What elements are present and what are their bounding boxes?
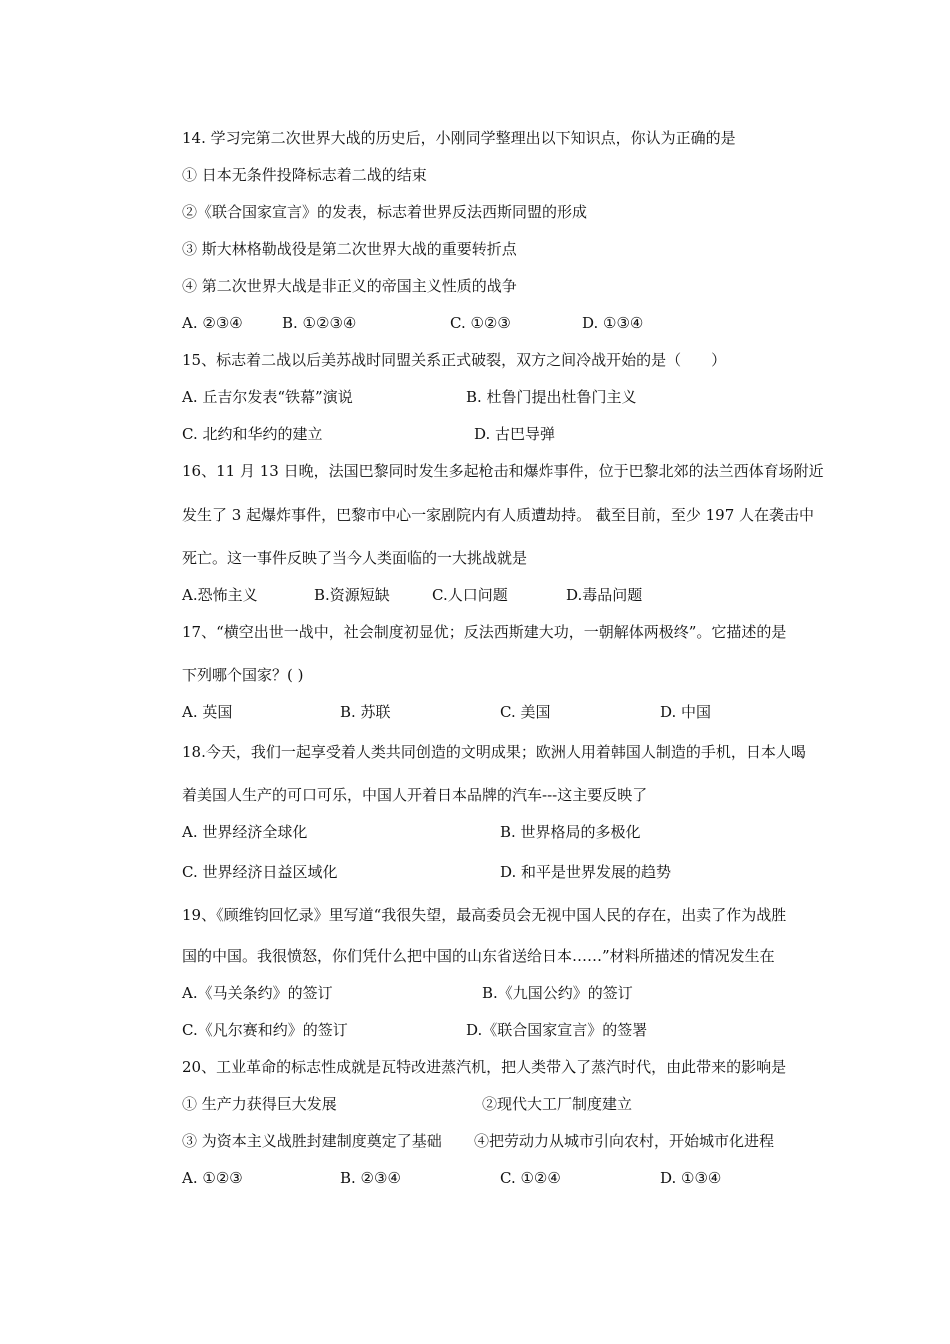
question-15-option-b: B. 杜鲁门提出杜鲁门主义 (466, 388, 637, 406)
question-18-options-row-2 (182, 862, 902, 882)
question-20-stem: 20、工业革命的标志性成就是瓦特改进蒸汽机，把人类带入了蒸汽时代，由此带来的影响是 (182, 1058, 787, 1076)
question-19-stem-line-1: 19、《顾维钧回忆录》里写道“我很失望，最高委员会无视中国人民的存在，出卖了作为战胜 (182, 906, 787, 924)
question-17-option-b: B. 苏联 (340, 703, 391, 721)
question-17-option-d: D. 中国 (660, 703, 712, 721)
question-20-statements-row-1 (182, 1094, 902, 1114)
question-20-statement-1: ① 生产力获得巨大发展 (182, 1095, 337, 1113)
question-14-stem: 14. 学习完第二次世界大战的历史后，小刚同学整理出以下知识点，你认为正确的是 (182, 129, 736, 147)
question-16-option-d: D.毒品问题 (566, 586, 643, 604)
question-19-option-a: A.《马关条约》的签订 (182, 984, 333, 1002)
question-14-statement-3: ③ 斯大林格勒战役是第二次世界大战的重要转折点 (182, 240, 517, 258)
question-18-option-c: C. 世界经济日益区域化 (182, 863, 338, 881)
question-16-stem-line-1: 16、11 月 13 日晚，法国巴黎同时发生多起枪击和爆炸事件，位于巴黎北郊的法兰西体育场附近 (182, 462, 824, 480)
question-20-option-c: C. ①②④ (500, 1169, 561, 1187)
question-16-option-b: B.资源短缺 (314, 586, 390, 604)
question-17-option-a: A. 英国 (182, 703, 233, 721)
question-19-options-row-1 (182, 983, 902, 1003)
question-18-stem-line-2: 着美国人生产的可口可乐，中国人开着日本品牌的汽车---这主要反映了 (182, 786, 648, 804)
question-14-option-b: B. ①②③④ (282, 314, 357, 332)
question-18-option-a: A. 世界经济全球化 (182, 823, 308, 841)
question-17-options (182, 702, 902, 722)
question-20-statement-2: ②现代大工厂制度建立 (482, 1095, 633, 1113)
question-15-option-c: C. 北约和华约的建立 (182, 425, 323, 443)
question-20-option-a: A. ①②③ (182, 1169, 243, 1187)
question-18-options-row-1 (182, 822, 902, 842)
question-16-stem-line-2: 发生了 3 起爆炸事件，巴黎市中心一家剧院内有人质遭劫持。 截至目前，至少 197 人在袭击中 (182, 506, 815, 524)
question-18-stem-line-1: 18.今天，我们一起享受着人类共同创造的文明成果；欧洲人用着韩国人制造的手机，日本人喝 (182, 743, 806, 761)
question-19-option-c: C.《凡尔赛和约》的签订 (182, 1021, 348, 1039)
question-14-options (182, 313, 902, 333)
question-20-option-b: B. ②③④ (340, 1169, 401, 1187)
question-15-option-a: A. 丘吉尔发表“铁幕”演说 (182, 388, 353, 406)
question-17-stem-line-2: 下列哪个国家？( ) (182, 666, 304, 684)
question-15-options-row-1 (182, 387, 902, 407)
question-14-statement-2: ②《联合国家宣言》的发表，标志着世界反法西斯同盟的形成 (182, 203, 588, 221)
question-20-statements-row-2 (182, 1131, 902, 1151)
question-14-option-d: D. ①③④ (582, 314, 644, 332)
question-16-option-a: A.恐怖主义 (182, 586, 258, 604)
question-15-option-d: D. 古巴导弹 (474, 425, 556, 443)
question-20-statement-4: ④把劳动力从城市引向农村，开始城市化进程 (474, 1132, 775, 1150)
question-20-options (182, 1168, 902, 1188)
question-19-options-row-2 (182, 1020, 902, 1040)
question-19-option-d: D.《联合国家宣言》的签署 (466, 1021, 648, 1039)
question-18-option-d: D. 和平是世界发展的趋势 (500, 863, 672, 881)
question-16-stem-line-3: 死亡。这一事件反映了当今人类面临的一大挑战就是 (182, 549, 528, 567)
question-14-option-c: C. ①②③ (450, 314, 511, 332)
question-16-options (182, 585, 902, 605)
question-19-option-b: B.《九国公约》的签订 (482, 984, 633, 1002)
question-15-stem: 15、标志着二战以后美苏战时同盟关系正式破裂，双方之间冷战开始的是（ ） (182, 351, 727, 369)
question-17-option-c: C. 美国 (500, 703, 551, 721)
question-20-option-d: D. ①③④ (660, 1169, 722, 1187)
question-20-statement-3: ③ 为资本主义战胜封建制度奠定了基础 (182, 1132, 442, 1150)
question-14-statement-1: ① 日本无条件投降标志着二战的结束 (182, 166, 427, 184)
question-19-stem-line-2: 国的中国。我很愤怒，你们凭什么把中国的山东省送给日本……”材料所描述的情况发生在 (182, 947, 775, 965)
question-16-option-c: C.人口问题 (432, 586, 508, 604)
question-15-options-row-2 (182, 424, 902, 444)
question-17-stem-line-1: 17、“横空出世一战中，社会制度初显优；反法西斯建大功，一朝解体两极终”。它描述的是 (182, 623, 787, 641)
question-18-option-b: B. 世界格局的多极化 (500, 823, 641, 841)
question-14-option-a: A. ②③④ (182, 314, 243, 332)
question-14-statement-4: ④ 第二次世界大战是非正义的帝国主义性质的战争 (182, 277, 517, 295)
